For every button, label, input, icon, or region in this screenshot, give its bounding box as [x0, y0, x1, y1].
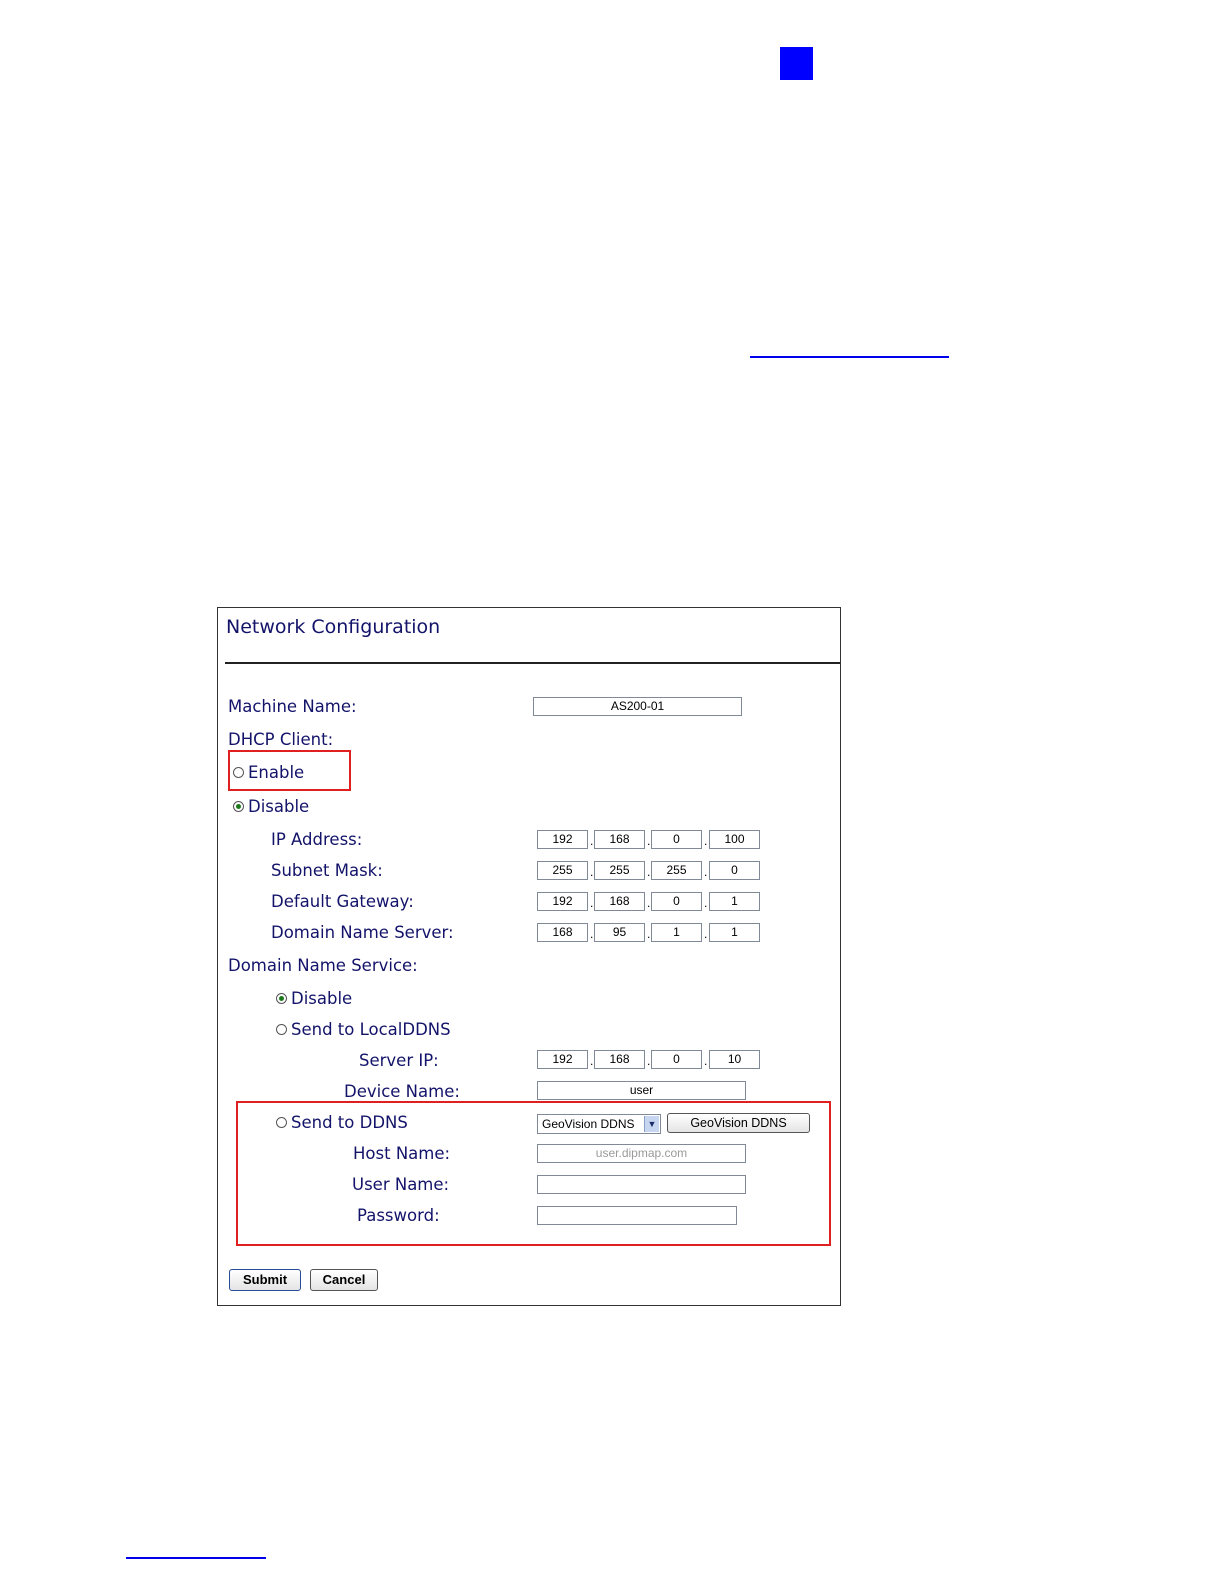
dns-server-octet-2[interactable]: 95	[594, 923, 645, 942]
network-configuration-panel: Network Configuration Machine Name: AS200-01 DHCP Client: Enable Disable IP Address: 192 . 168 . 0 . 100 Subnet Mask: 255 . 255 . 255 . 0 Default Gateway: 192 . 168 . 0 . 1 Domain Name Server: 168 . 95 . 1 . 1 Domain Name Service: Disable Send to LocalDDNS Server IP: 192 . 168 . 0 . 10 Device Name: user Send to DDNS GeoVision DDNS ▼ GeoVision DDNS Host Name: user.dipmap.com User Name: Password: Submit Cancel	[217, 607, 841, 1306]
gateway-octet-4[interactable]: 1	[709, 892, 760, 911]
footer-link-underline[interactable]	[126, 1557, 266, 1559]
subnet-mask-label: Subnet Mask:	[271, 861, 383, 880]
chevron-down-icon[interactable]: ▼	[644, 1116, 659, 1132]
domain-name-service-label: Domain Name Service:	[228, 956, 418, 975]
send-to-ddns-label: Send to DDNS	[291, 1113, 408, 1132]
dns-server-octet-4[interactable]: 1	[709, 923, 760, 942]
dhcp-enable-label: Enable	[248, 763, 305, 782]
server-ip-label: Server IP:	[359, 1051, 439, 1070]
blue-marker-square	[780, 47, 813, 80]
send-to-localddns-radio[interactable]	[276, 1024, 287, 1035]
ddns-provider-select[interactable]	[537, 1114, 661, 1134]
dns-server-octet-1[interactable]: 168	[537, 923, 588, 942]
subnet-mask-octet-2[interactable]: 255	[594, 861, 645, 880]
cancel-button[interactable]: Cancel	[310, 1269, 378, 1291]
host-name-label: Host Name:	[353, 1144, 451, 1163]
dhcp-disable-label: Disable	[248, 797, 310, 816]
user-name-label: User Name:	[352, 1175, 450, 1194]
ip-address-octet-4[interactable]: 100	[709, 830, 760, 849]
dns-server-octet-3[interactable]: 1	[651, 923, 702, 942]
ip-address-label: IP Address:	[271, 830, 363, 849]
send-to-localddns-label: Send to LocalDDNS	[291, 1020, 451, 1039]
server-ip-octet-2[interactable]: 168	[594, 1050, 645, 1069]
send-to-ddns-radio[interactable]	[276, 1117, 287, 1128]
server-ip-octet-4[interactable]: 10	[709, 1050, 760, 1069]
ip-address-octet-3[interactable]: 0	[651, 830, 702, 849]
machine-name-input[interactable]: AS200-01	[533, 697, 742, 716]
ip-address-octet-2[interactable]: 168	[594, 830, 645, 849]
ddns-provider-selected: GeoVision DDNS	[542, 1117, 635, 1131]
gateway-octet-3[interactable]: 0	[651, 892, 702, 911]
panel-title: Network Configuration	[226, 616, 441, 638]
hyperlink-underline[interactable]	[750, 356, 949, 358]
submit-button[interactable]: Submit	[229, 1269, 301, 1291]
ip-address-octet-1[interactable]: 192	[537, 830, 588, 849]
dhcp-enable-radio[interactable]	[233, 767, 244, 778]
server-ip-octet-1[interactable]: 192	[537, 1050, 588, 1069]
device-name-label: Device Name:	[344, 1082, 460, 1101]
user-name-input[interactable]	[537, 1175, 746, 1194]
subnet-mask-octet-4[interactable]: 0	[709, 861, 760, 880]
gateway-octet-2[interactable]: 168	[594, 892, 645, 911]
dhcp-disable-radio[interactable]	[233, 801, 244, 812]
subnet-mask-octet-1[interactable]: 255	[537, 861, 588, 880]
dns-server-label: Domain Name Server:	[271, 923, 454, 942]
gateway-octet-1[interactable]: 192	[537, 892, 588, 911]
dns-disable-radio[interactable]	[276, 993, 287, 1004]
dns-disable-label: Disable	[291, 989, 353, 1008]
host-name-input[interactable]: user.dipmap.com	[537, 1144, 746, 1163]
machine-name-label: Machine Name:	[228, 697, 357, 716]
device-name-input[interactable]: user	[537, 1081, 746, 1100]
title-divider	[225, 662, 840, 664]
geovision-ddns-button[interactable]: GeoVision DDNS	[667, 1113, 810, 1133]
password-label: Password:	[357, 1206, 440, 1225]
default-gateway-label: Default Gateway:	[271, 892, 414, 911]
password-input[interactable]	[537, 1206, 737, 1225]
subnet-mask-octet-3[interactable]: 255	[651, 861, 702, 880]
server-ip-octet-3[interactable]: 0	[651, 1050, 702, 1069]
dhcp-client-label: DHCP Client:	[228, 730, 334, 749]
